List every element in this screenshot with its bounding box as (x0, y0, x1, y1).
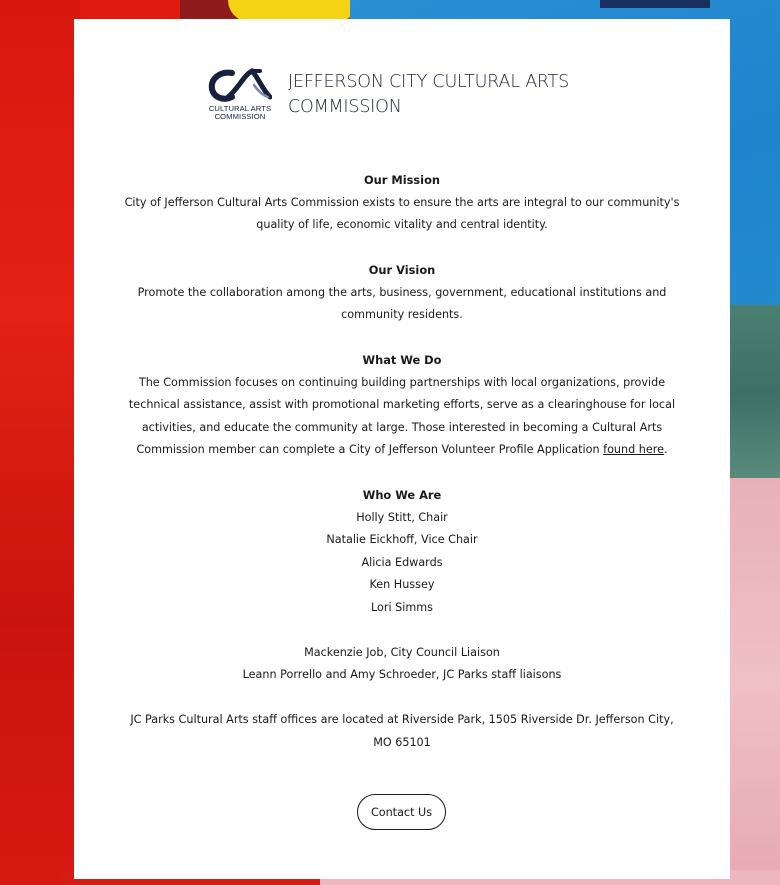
contact-us-button[interactable]: Contact Us (357, 794, 446, 830)
site-header (208, 67, 588, 123)
what-we-do-suffix: . (663, 443, 668, 456)
content-card (74, 19, 730, 879)
logo-text: CULTURAL ARTS COMMISSION (208, 104, 272, 121)
who-we-are-heading: Who We Are (362, 488, 442, 502)
site-title[interactable]: JEFFERSON CITY CULTURAL ARTS COMMISSION (288, 72, 570, 117)
mission-text: City of Jefferson Cultural Arts Commission exists to ensure the arts are integral to our community's quality of life, economic vitality and central identity. (124, 195, 680, 231)
background-red-stroke (0, 0, 80, 885)
member-name: Natalie Eickhoff, Vice Chair (326, 533, 478, 546)
main-content (122, 169, 682, 754)
mission-heading: Our Mission (363, 173, 440, 187)
vision-heading: Our Vision (368, 263, 436, 277)
what-we-do-heading: What We Do (362, 353, 442, 367)
background-navy-stroke (600, 0, 710, 8)
member-name: Holly Stitt, Chair (356, 510, 448, 524)
volunteer-application-link[interactable]: found here (603, 443, 664, 456)
liaison-name: Leann Porrello and Amy Schroeder, JC Parks staff liaisons (242, 668, 562, 681)
member-name: Alicia Edwards (361, 555, 443, 569)
liaison-name: Mackenzie Job, City Council Liaison (304, 645, 500, 659)
member-name: Ken Hussey (369, 578, 435, 591)
vision-text: Promote the collaboration among the arts, business, government, educational institutions and community residents. (137, 285, 667, 321)
office-address: JC Parks Cultural Arts staff offices are located at Riverside Park, 1505 Riverside Dr. Jefferson City, MO 65101 (130, 713, 674, 749)
what-we-do-body: The Commission focuses on continuing building partnerships with local organizations, provide technical assistance, assist with promotional marketing efforts, serve as a clearinghouse for local activities, and educate the community at large. Those interested in becoming a Cultural Arts Commission member can complete a City of Jefferson Volunteer Profile Application (128, 375, 676, 456)
what-we-do-text (122, 372, 682, 462)
commission-logo[interactable] (208, 67, 272, 123)
cultural-arts-logo-icon (208, 67, 272, 107)
member-name: Lori Simms (371, 600, 433, 614)
